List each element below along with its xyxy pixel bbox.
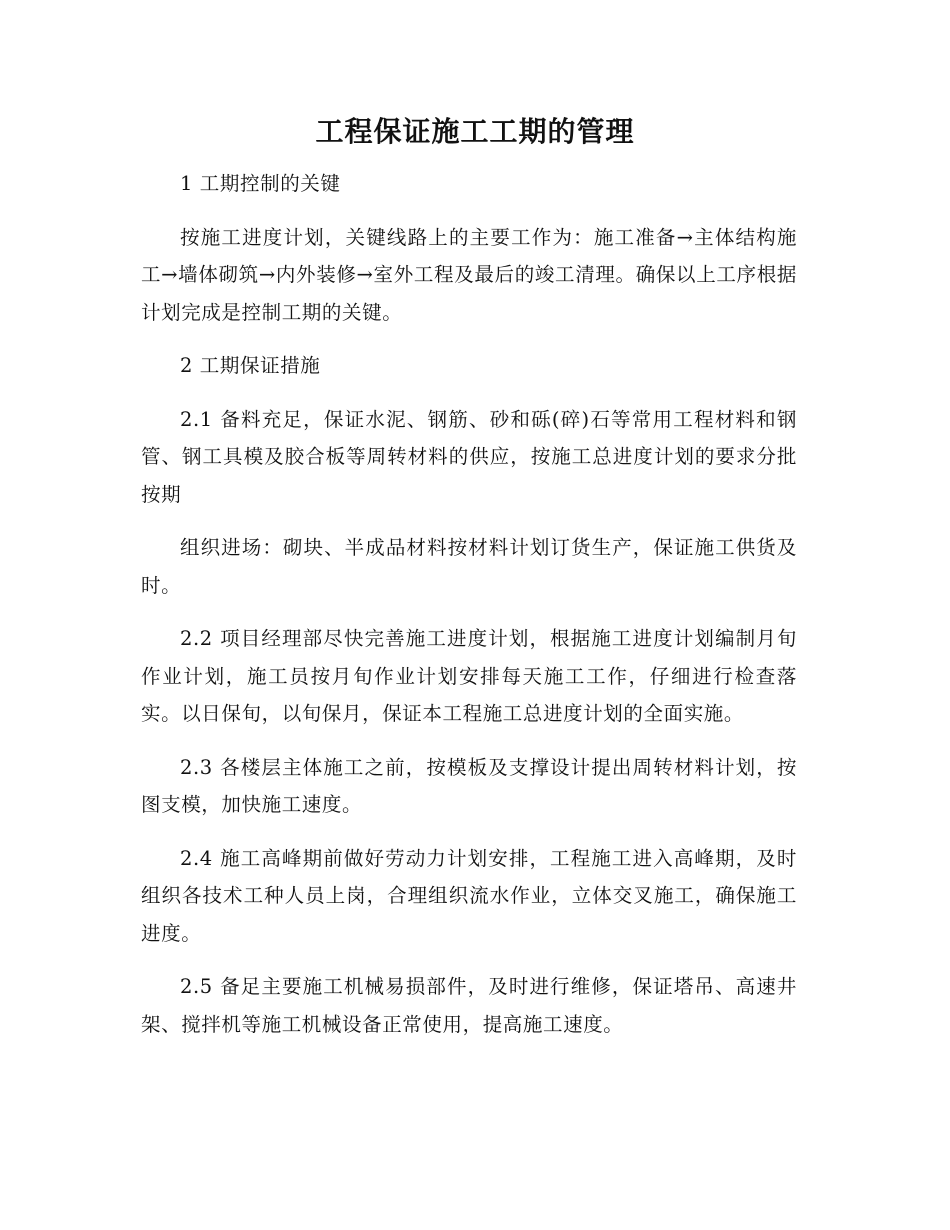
- document-title: 工程保证施工工期的管理: [315, 115, 635, 148]
- paragraph-2-5: 2.5 备足主要施工机械易损部件，及时进行维修，保证塔吊、高速井架、搅拌机等施工机械设备正常使用，提高施工速度。: [141, 975, 797, 1036]
- paragraph-2-3: 2.3 各楼层主体施工之前，按模板及支撑设计提出周转材料计划，按图支模，加快施工速度。: [141, 755, 797, 816]
- paragraph-2-4: 2.4 施工高峰期前做好劳动力计划安排，工程施工进入高峰期，及时组织各技术工种人员上岗，合理组织流水作业，立体交叉施工，确保施工进度。: [141, 846, 797, 945]
- paragraph-2-1: 2.1 备料充足，保证水泥、钢筋、砂和砾(碎)石等常用工程材料和钢管、钢工具模及胶合板等周转材料的供应，按施工总进度计划的要求分批按期: [141, 407, 797, 506]
- paragraph-2-1-continued: 组织进场：砌块、半成品材料按材料计划订货生产，保证施工供货及时。: [141, 536, 797, 597]
- section-heading-2: 2 工期保证措施: [180, 354, 321, 377]
- paragraph-2-2: 2.2 项目经理部尽快完善施工进度计划，根据施工进度计划编制月旬作业计划，施工员按月旬作业计划安排每天施工工作，仔细进行检查落实。以日保旬，以旬保月，保证本工程施工总进度计划的全面实施。: [141, 627, 797, 725]
- paragraph-key-path: 按施工进度计划，关键线路上的主要工作为：施工准备→主体结构施工→墙体砌筑→内外装修→室外工程及最后的竣工清理。确保以上工序根据计划完成是控制工期的关键。: [141, 225, 797, 324]
- document-body: [141, 165, 797, 1043]
- section-heading-1: 1 工期控制的关键: [180, 172, 341, 195]
